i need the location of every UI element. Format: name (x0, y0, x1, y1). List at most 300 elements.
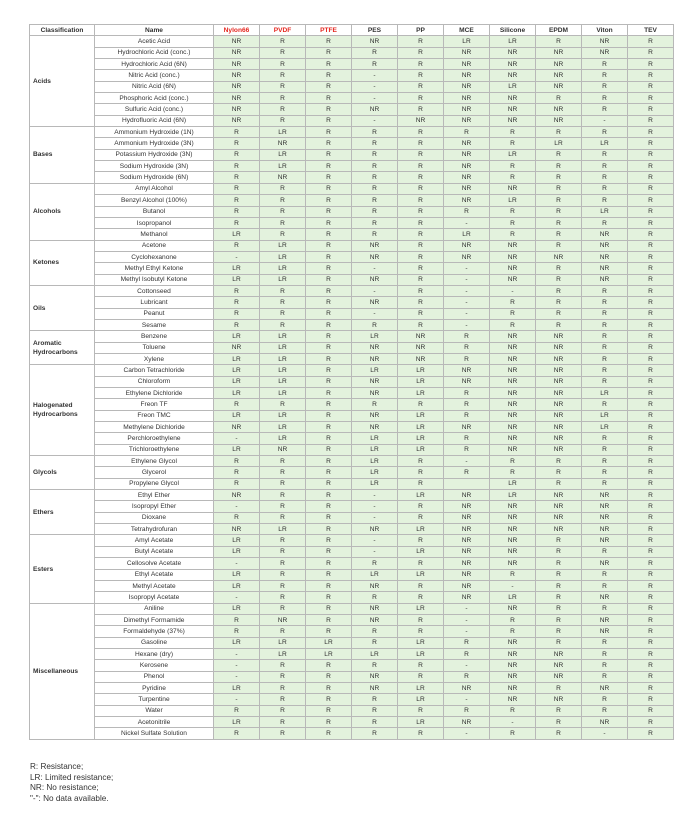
rating-cell: R (260, 59, 306, 70)
table-row (30, 671, 674, 682)
rating-cell: R (628, 512, 674, 523)
rating-cell: R (352, 149, 398, 160)
rating-cell: LR (352, 467, 398, 478)
rating-cell: - (214, 251, 260, 262)
rating-cell: R (306, 376, 352, 387)
rating-cell: R (398, 478, 444, 489)
rating-cell: NR (352, 274, 398, 285)
rating-cell: R (306, 444, 352, 455)
chemical-name-cell: Phosphoric Acid (conc.) (95, 93, 214, 104)
table-row (30, 206, 674, 217)
chemical-name-cell: Carbon Tetrachloride (95, 365, 214, 376)
rating-cell: R (306, 138, 352, 149)
rating-cell: NR (536, 399, 582, 410)
rating-cell: NR (582, 682, 628, 693)
rating-cell: - (214, 660, 260, 671)
table-row (30, 217, 674, 228)
rating-cell: R (260, 580, 306, 591)
rating-cell: NR (490, 410, 536, 421)
rating-cell: NR (444, 682, 490, 693)
table-row (30, 365, 674, 376)
rating-cell: R (536, 217, 582, 228)
rating-cell: LR (260, 410, 306, 421)
rating-cell: R (306, 716, 352, 727)
rating-cell: LR (582, 388, 628, 399)
rating-cell: R (582, 456, 628, 467)
rating-cell: R (490, 308, 536, 319)
rating-cell: LR (260, 524, 306, 535)
rating-cell: R (306, 47, 352, 58)
legend (30, 762, 113, 804)
rating-cell: NR (444, 149, 490, 160)
table-row (30, 603, 674, 614)
rating-cell: NR (490, 682, 536, 693)
rating-cell: R (260, 217, 306, 228)
rating-cell: R (306, 569, 352, 580)
table-row (30, 660, 674, 671)
rating-cell: R (352, 728, 398, 739)
rating-cell: - (352, 501, 398, 512)
rating-cell: NR (582, 274, 628, 285)
chemical-name-cell: Dioxane (95, 512, 214, 523)
rating-cell: R (214, 705, 260, 716)
rating-cell: R (260, 104, 306, 115)
rating-cell: LR (260, 422, 306, 433)
rating-cell: LR (260, 376, 306, 387)
rating-cell: R (352, 229, 398, 240)
rating-cell: R (260, 490, 306, 501)
chemical-name-cell: Sodium Hydroxide (6N) (95, 172, 214, 183)
rating-cell: R (582, 93, 628, 104)
rating-cell: R (536, 308, 582, 319)
rating-cell: NR (214, 36, 260, 47)
rating-cell: R (628, 217, 674, 228)
table-row (30, 229, 674, 240)
table-row (30, 728, 674, 739)
rating-cell: R (306, 705, 352, 716)
rating-cell: R (260, 36, 306, 47)
rating-cell: R (582, 127, 628, 138)
rating-cell: LR (260, 149, 306, 160)
rating-cell: LR (214, 229, 260, 240)
rating-cell: NR (536, 490, 582, 501)
rating-cell: R (444, 671, 490, 682)
rating-cell: NR (490, 603, 536, 614)
rating-cell: R (214, 240, 260, 251)
rating-cell: NR (214, 422, 260, 433)
rating-cell: R (628, 206, 674, 217)
table-row (30, 399, 674, 410)
rating-cell: R (628, 558, 674, 569)
rating-cell: LR (260, 637, 306, 648)
rating-cell: NR (536, 47, 582, 58)
rating-cell: R (306, 172, 352, 183)
rating-cell: NR (536, 512, 582, 523)
rating-cell: - (582, 115, 628, 126)
rating-cell: R (536, 580, 582, 591)
rating-cell: NR (536, 104, 582, 115)
rating-cell: R (352, 206, 398, 217)
rating-cell: NR (352, 104, 398, 115)
rating-cell: R (398, 728, 444, 739)
rating-cell: R (260, 456, 306, 467)
rating-cell: NR (490, 660, 536, 671)
classification-cell: Ketones (30, 240, 95, 285)
rating-cell: LR (352, 365, 398, 376)
rating-cell: - (352, 70, 398, 81)
rating-cell: R (582, 660, 628, 671)
table-row (30, 456, 674, 467)
rating-cell: R (306, 183, 352, 194)
rating-cell: R (536, 728, 582, 739)
table-row (30, 467, 674, 478)
rating-cell: R (398, 580, 444, 591)
rating-cell: - (214, 558, 260, 569)
rating-cell: NR (582, 47, 628, 58)
rating-cell: R (214, 195, 260, 206)
rating-cell: R (536, 195, 582, 206)
rating-cell: R (306, 93, 352, 104)
rating-cell: NR (214, 524, 260, 535)
rating-cell: NR (398, 331, 444, 342)
rating-cell: - (582, 728, 628, 739)
rating-cell: R (490, 569, 536, 580)
rating-cell: R (536, 705, 582, 716)
rating-cell: R (628, 104, 674, 115)
rating-cell: NR (352, 422, 398, 433)
rating-cell: R (260, 399, 306, 410)
rating-cell: R (306, 478, 352, 489)
chemical-name-cell: Potassium Hydroxide (3N) (95, 149, 214, 160)
rating-cell: NR (582, 614, 628, 625)
chemical-name-cell: Acetone (95, 240, 214, 251)
rating-cell: NR (490, 353, 536, 364)
rating-cell: - (490, 285, 536, 296)
table-row (30, 172, 674, 183)
rating-cell: NR (444, 251, 490, 262)
rating-cell: R (582, 319, 628, 330)
rating-cell: R (582, 308, 628, 319)
rating-cell: R (260, 297, 306, 308)
table-row (30, 478, 674, 489)
rating-cell: R (582, 70, 628, 81)
rating-cell: NR (398, 115, 444, 126)
rating-cell: R (628, 138, 674, 149)
rating-cell: NR (582, 490, 628, 501)
rating-cell: LR (398, 648, 444, 659)
column-header-pp: PP (398, 25, 444, 36)
rating-cell: R (398, 183, 444, 194)
rating-cell: R (398, 206, 444, 217)
rating-cell: R (352, 716, 398, 727)
rating-cell: R (628, 240, 674, 251)
rating-cell: NR (490, 104, 536, 115)
rating-cell: R (628, 70, 674, 81)
rating-cell: - (490, 716, 536, 727)
rating-cell: R (352, 626, 398, 637)
rating-cell: R (628, 115, 674, 126)
rating-cell: - (444, 297, 490, 308)
rating-cell: - (352, 308, 398, 319)
table-body (30, 36, 674, 739)
rating-cell: R (628, 195, 674, 206)
chemical-name-cell: Methyl Acetate (95, 580, 214, 591)
rating-cell: - (444, 456, 490, 467)
rating-cell: NR (536, 671, 582, 682)
rating-cell: R (306, 728, 352, 739)
rating-cell: R (582, 331, 628, 342)
rating-cell: R (536, 93, 582, 104)
rating-cell: NR (398, 353, 444, 364)
rating-cell: R (582, 671, 628, 682)
rating-cell: R (352, 127, 398, 138)
rating-cell: LR (398, 490, 444, 501)
column-header-tev: TEV (628, 25, 674, 36)
rating-cell: R (398, 229, 444, 240)
classification-cell: Aromatic Hydrocarbons (30, 331, 95, 365)
chemical-name-cell: Acetonitrile (95, 716, 214, 727)
rating-cell: R (582, 183, 628, 194)
rating-cell: R (352, 138, 398, 149)
rating-cell: LR (214, 376, 260, 387)
chemical-name-cell: Cottonseed (95, 285, 214, 296)
rating-cell: NR (490, 671, 536, 682)
rating-cell: R (628, 592, 674, 603)
rating-cell: R (398, 59, 444, 70)
rating-cell: R (628, 47, 674, 58)
rating-cell: NR (490, 637, 536, 648)
rating-cell: R (582, 81, 628, 92)
rating-cell: R (628, 353, 674, 364)
rating-cell: R (628, 716, 674, 727)
rating-cell: LR (398, 444, 444, 455)
rating-cell: R (352, 47, 398, 58)
rating-cell: NR (214, 93, 260, 104)
rating-cell: R (306, 682, 352, 693)
rating-cell: R (352, 660, 398, 671)
rating-cell: R (352, 592, 398, 603)
classification-cell: Ethers (30, 490, 95, 535)
rating-cell: NR (444, 81, 490, 92)
rating-cell: R (398, 501, 444, 512)
classification-cell: Miscellaneous (30, 603, 95, 739)
rating-cell: R (260, 93, 306, 104)
rating-cell: - (352, 93, 398, 104)
rating-cell: R (214, 127, 260, 138)
table-row (30, 592, 674, 603)
rating-cell: R (260, 501, 306, 512)
table-row (30, 195, 674, 206)
rating-cell: R (582, 285, 628, 296)
rating-cell: LR (398, 546, 444, 557)
rating-cell: R (398, 512, 444, 523)
rating-cell: NR (352, 603, 398, 614)
rating-cell: LR (306, 648, 352, 659)
rating-cell: R (628, 467, 674, 478)
rating-cell: NR (444, 558, 490, 569)
table-row (30, 444, 674, 455)
rating-cell: LR (260, 161, 306, 172)
rating-cell: LR (490, 195, 536, 206)
rating-cell: R (306, 660, 352, 671)
rating-cell: - (352, 535, 398, 546)
rating-cell: NR (444, 580, 490, 591)
rating-cell: R (214, 512, 260, 523)
rating-cell: R (536, 319, 582, 330)
rating-cell: R (260, 195, 306, 206)
rating-cell: NR (490, 240, 536, 251)
rating-cell: LR (582, 422, 628, 433)
rating-cell: LR (352, 433, 398, 444)
rating-cell: R (260, 546, 306, 557)
rating-cell: NR (536, 501, 582, 512)
rating-cell: NR (536, 331, 582, 342)
rating-cell: R (444, 331, 490, 342)
rating-cell: LR (260, 353, 306, 364)
rating-cell: R (582, 648, 628, 659)
rating-cell: R (306, 319, 352, 330)
rating-cell: R (214, 285, 260, 296)
rating-cell: LR (490, 490, 536, 501)
rating-cell: - (444, 603, 490, 614)
rating-cell: LR (444, 229, 490, 240)
table-row (30, 36, 674, 47)
column-header-nylon66: Nylon66 (214, 25, 260, 36)
rating-cell: LR (260, 127, 306, 138)
rating-cell: R (628, 388, 674, 399)
rating-cell: LR (214, 637, 260, 648)
rating-cell: NR (490, 115, 536, 126)
rating-cell: R (582, 603, 628, 614)
rating-cell: R (444, 705, 490, 716)
rating-cell: NR (444, 104, 490, 115)
rating-cell: LR (398, 682, 444, 693)
chemical-name-cell: Propylene Glycol (95, 478, 214, 489)
rating-cell: NR (444, 716, 490, 727)
rating-cell: R (628, 626, 674, 637)
table-row (30, 59, 674, 70)
rating-cell: NR (536, 376, 582, 387)
rating-cell: LR (214, 535, 260, 546)
rating-cell: R (490, 138, 536, 149)
chemical-compatibility-table (29, 24, 674, 740)
rating-cell: R (398, 319, 444, 330)
rating-cell: NR (536, 115, 582, 126)
rating-cell: R (628, 603, 674, 614)
rating-cell: LR (398, 422, 444, 433)
rating-cell: LR (352, 456, 398, 467)
rating-cell: R (306, 410, 352, 421)
chemical-name-cell: Acetic Acid (95, 36, 214, 47)
table-row (30, 251, 674, 262)
rating-cell: R (582, 172, 628, 183)
table-row (30, 716, 674, 727)
rating-cell: R (398, 251, 444, 262)
rating-cell: LR (214, 353, 260, 364)
rating-cell: NR (582, 524, 628, 535)
legend-limited-resistance: LR: Limited resistance; (30, 772, 114, 782)
rating-cell: R (398, 161, 444, 172)
rating-cell: R (398, 467, 444, 478)
rating-cell: NR (490, 535, 536, 546)
rating-cell: LR (260, 433, 306, 444)
rating-cell: R (306, 342, 352, 353)
rating-cell: R (444, 467, 490, 478)
rating-cell: LR (352, 569, 398, 580)
rating-cell: R (490, 728, 536, 739)
rating-cell: NR (444, 592, 490, 603)
rating-cell: - (352, 263, 398, 274)
chemical-name-cell: Cyclohexanone (95, 251, 214, 262)
rating-cell: LR (214, 569, 260, 580)
rating-cell: R (352, 694, 398, 705)
rating-cell: LR (260, 274, 306, 285)
rating-cell: R (444, 388, 490, 399)
rating-cell: R (260, 671, 306, 682)
table-row (30, 524, 674, 535)
rating-cell: R (536, 240, 582, 251)
rating-cell: R (628, 580, 674, 591)
rating-cell: R (628, 614, 674, 625)
rating-cell: R (306, 308, 352, 319)
rating-cell: LR (398, 410, 444, 421)
chemical-name-cell: Phenol (95, 671, 214, 682)
chemical-name-cell: Butanol (95, 206, 214, 217)
rating-cell: R (536, 569, 582, 580)
rating-cell: NR (214, 115, 260, 126)
rating-cell: NR (352, 388, 398, 399)
table-row (30, 353, 674, 364)
chemical-name-cell: Butyl Acetate (95, 546, 214, 557)
rating-cell: NR (536, 648, 582, 659)
rating-cell: R (490, 297, 536, 308)
rating-cell: NR (444, 59, 490, 70)
table-row (30, 263, 674, 274)
rating-cell: NR (582, 501, 628, 512)
rating-cell: R (444, 637, 490, 648)
rating-cell: - (444, 319, 490, 330)
rating-cell: R (352, 217, 398, 228)
rating-cell: NR (490, 59, 536, 70)
table-row (30, 490, 674, 501)
rating-cell: R (536, 716, 582, 727)
rating-cell: NR (490, 251, 536, 262)
rating-cell: R (260, 467, 306, 478)
rating-cell: NR (444, 47, 490, 58)
rating-cell: R (260, 115, 306, 126)
rating-cell: R (490, 229, 536, 240)
rating-cell: LR (260, 251, 306, 262)
rating-cell: LR (260, 648, 306, 659)
rating-cell: NR (490, 546, 536, 557)
chemical-name-cell: Formaldehyde (37%) (95, 626, 214, 637)
rating-cell: R (306, 195, 352, 206)
rating-cell: R (582, 467, 628, 478)
column-header-name: Name (95, 25, 214, 36)
table-row (30, 422, 674, 433)
rating-cell: NR (352, 410, 398, 421)
rating-cell: R (306, 524, 352, 535)
rating-cell: R (628, 524, 674, 535)
rating-cell: R (260, 660, 306, 671)
rating-cell: R (628, 263, 674, 274)
rating-cell: LR (214, 331, 260, 342)
rating-cell: LR (398, 388, 444, 399)
chemical-name-cell: Chloroform (95, 376, 214, 387)
rating-cell: R (260, 728, 306, 739)
chemical-name-cell: Hexane (dry) (95, 648, 214, 659)
rating-cell: NR (582, 251, 628, 262)
